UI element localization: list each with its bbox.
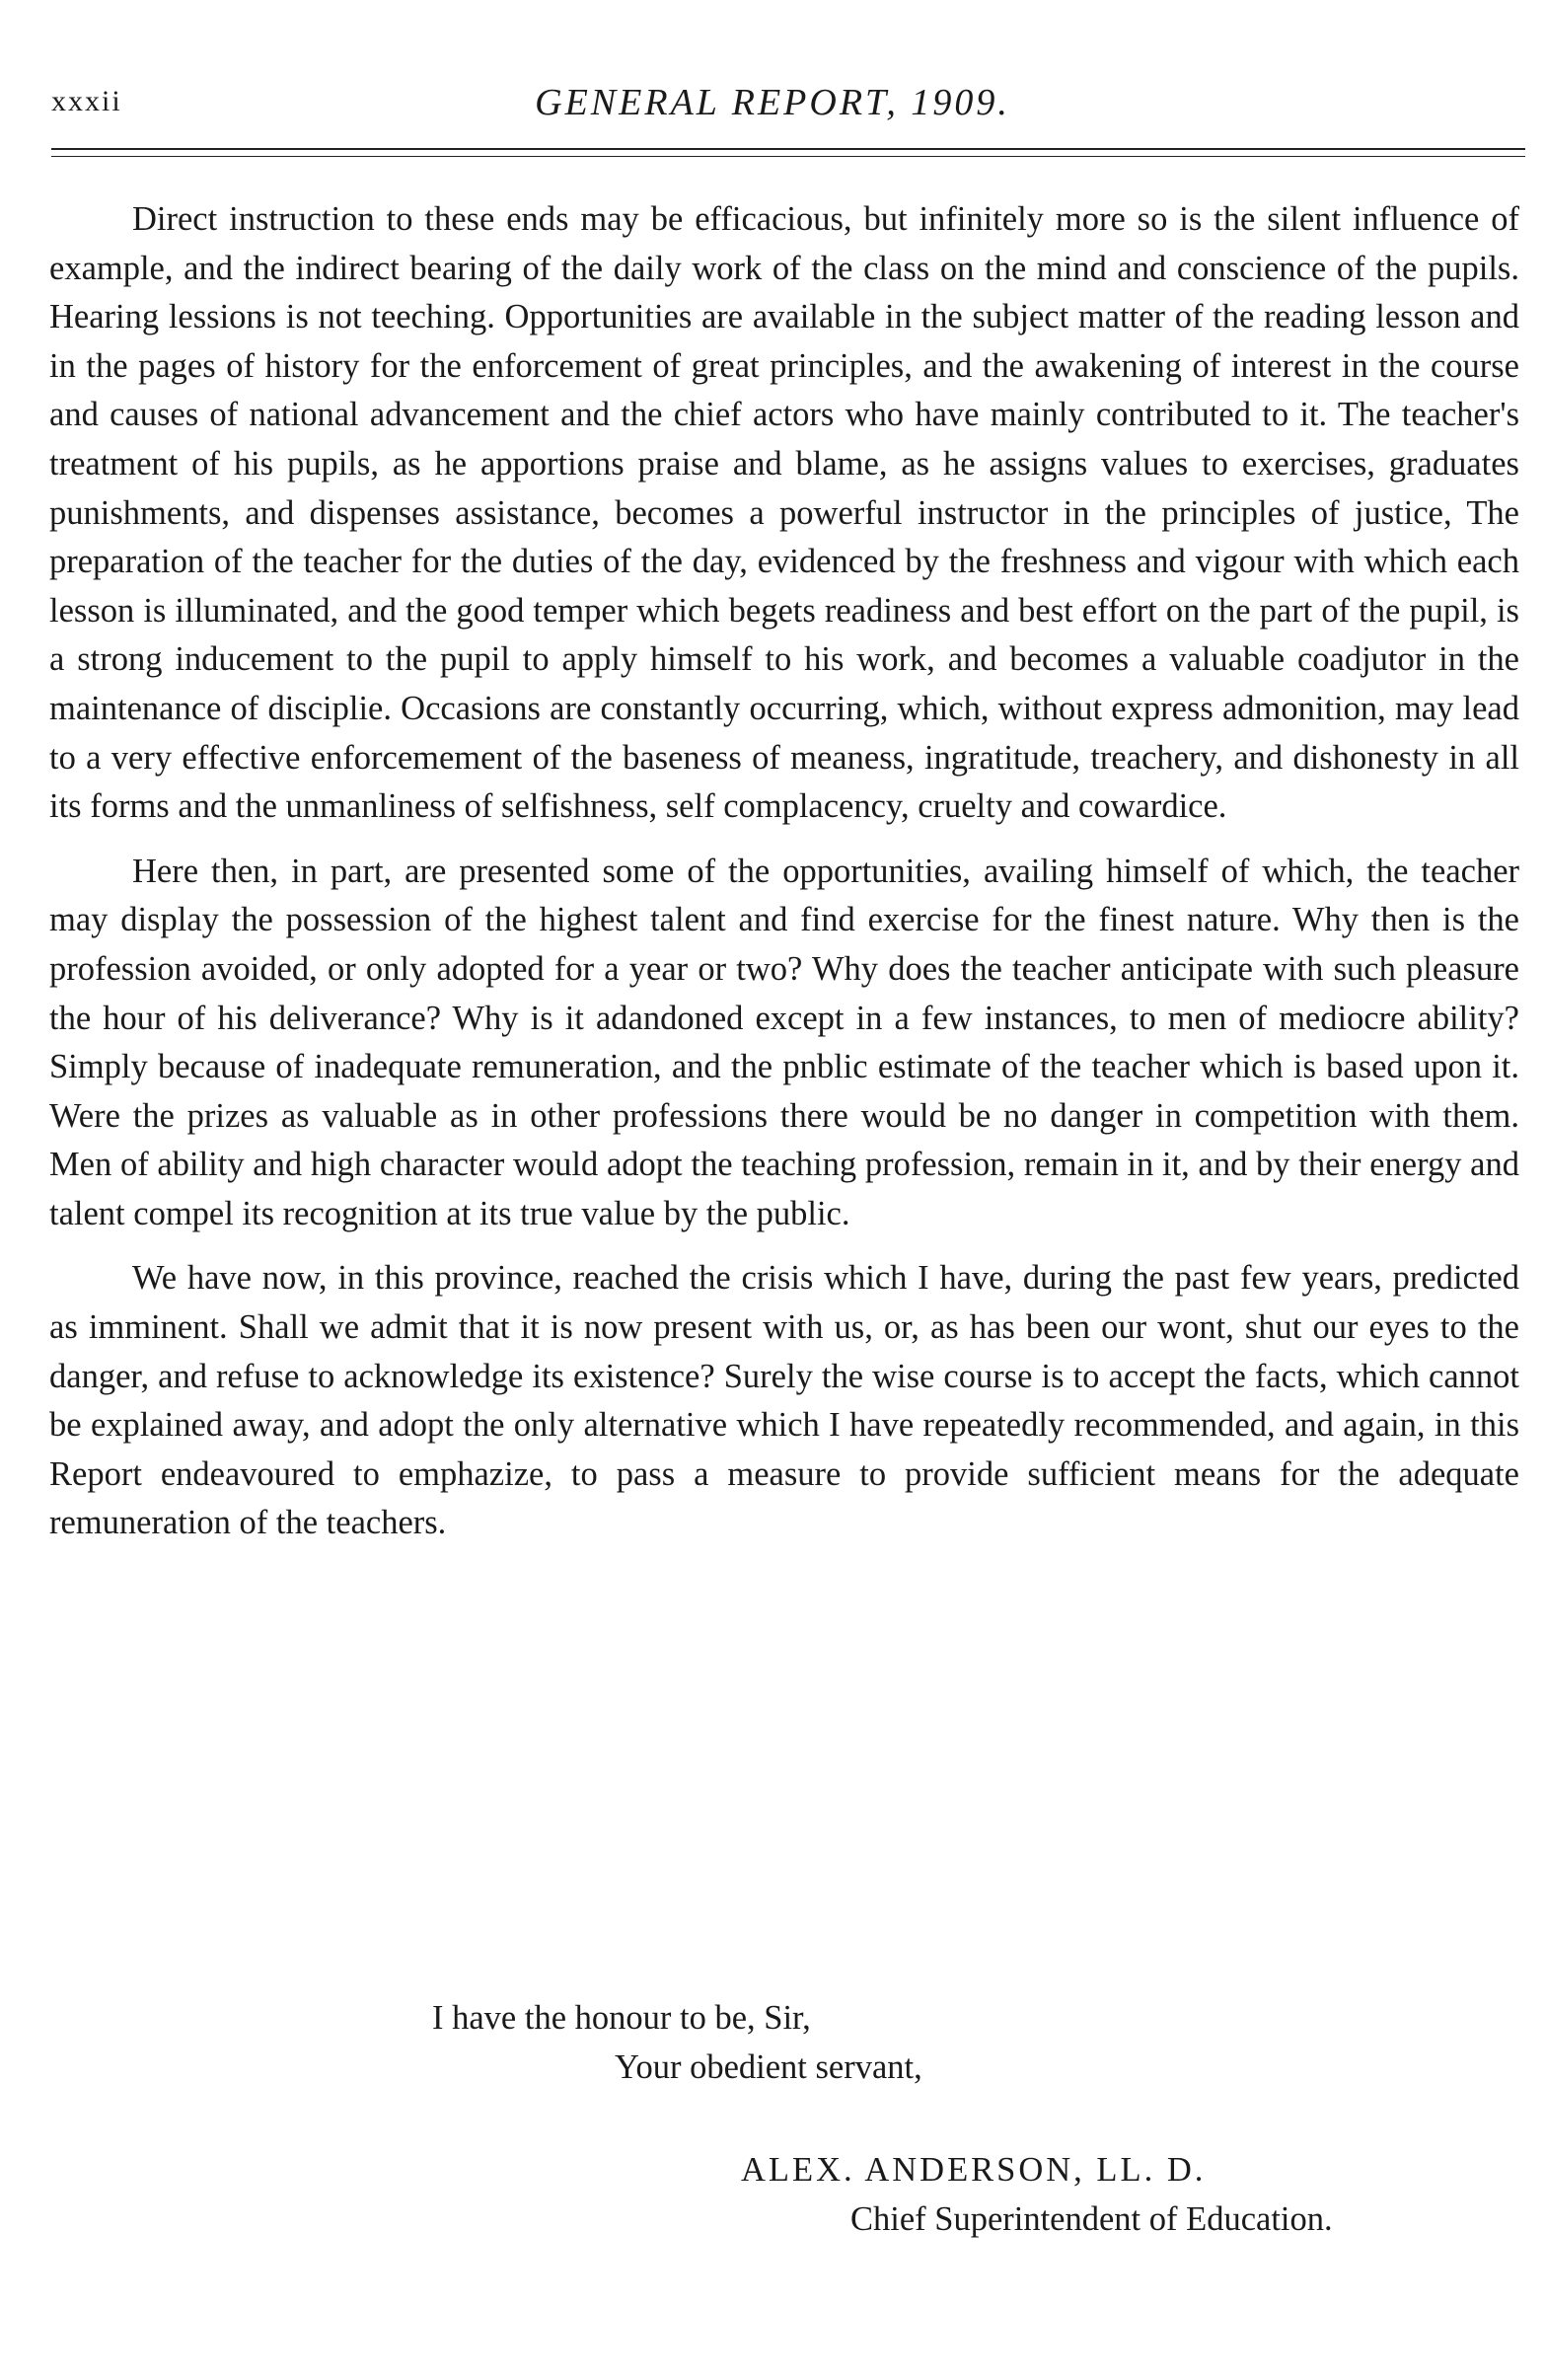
paragraph-crisis: We have now, in this province, reached the crisis which I have, during the past few years, predicted as imminent. Shall we admit that it is now present with us, or, as has been our wont, shut our eyes to the danger, and refuse to acknowledge its existence? Surely the wise course is to accept the facts, which cannot be explained away, and adopt the only alternative which I have repeatedly recommended, and again, in this Report endeavoured to emphazize, to pass a measure to provide sufficient means for the adequate remuneration of the teachers.: [49, 1259, 1519, 1542]
salutation: I have the honour to be, Sir,: [432, 1999, 811, 2037]
page-header: [51, 73, 1494, 132]
page-number: xxxii: [51, 85, 122, 117]
signatory-title: Chief Superintendent of Education.: [850, 2200, 1333, 2238]
running-title: GENERAL REPORT, 1909.: [535, 82, 1010, 123]
paragraph-opportunities: Here then, in part, are presented some of the opportunities, availing himself of which, the teacher may display the possession of the highest talent and find exercise for the finest nature. Why then is the profession avoided, or only adopted for a year or two? Why does the teacher anticipate with such pleasure the hour of his deliverance? Why is it adandoned except in a few instances, to men of mediocre ability? Simply because of inadequate remuneration, and the pnblic estimate of the teacher which is based upon it. Were the prizes as valuable as in other professions there would be no danger in competition with them. Men of ability and high character would adopt the teaching profession, remain in it, and by their energy and talent compel its recognition at its true value by the public.: [49, 852, 1519, 1232]
report-body: [49, 195, 1519, 1564]
valediction: Your obedient servant,: [615, 2048, 922, 2086]
header-rule-thin: [51, 156, 1525, 157]
header-rule: [51, 148, 1525, 150]
signatory-name: ALEX. ANDERSON, LL. D.: [741, 2151, 1207, 2189]
paragraph-instruction: Direct instruction to these ends may be efficacious, but infinitely more so is the silent influence of example, and the indirect bearing of the daily work of the class on the mind and conscience of the pupils. Hearing lessions is not teeching. Opportunities are available in the subject matter of the reading lesson and in the pages of history for the enforcement of great principles, and the awakening of interest in the course and causes of national advancement and the chief actors who have mainly contributed to it. The teacher's treatment of his pupils, as he apportions praise and blame, as he assigns values to exercises, graduates punishments, and dispenses assistance, becomes a powerful instructor in the principles of justice, The preparation of the teacher for the duties of the day, evidenced by the freshness and vigour with which each lesson is illuminated, and the good temper which begets readiness and best effort on the part of the pupil, is a strong inducement to the pupil to apply himself to his work, and becomes a valuable coadjutor in the maintenance of disciplie. Occasions are constantly occurring, which, without express admonition, may lead to a very effective enforcemement of the baseness of meaness, ingratitude, treachery, and dishonesty in all its forms and the unmanliness of selfishness, self complacency, cruelty and cowardice.: [49, 200, 1519, 826]
